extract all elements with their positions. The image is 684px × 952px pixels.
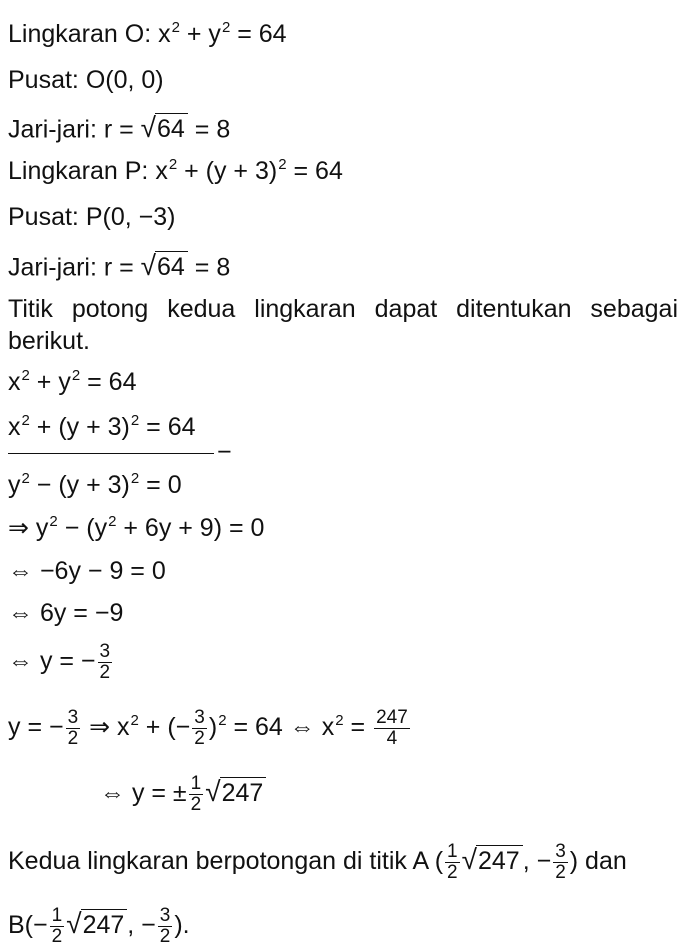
circle-o-radius: Jari-jari: r = √ 64 = 8 (8, 112, 231, 144)
minus-sign: − (217, 438, 232, 466)
step-simplify: ⇔ −6y − 9 = 0 (8, 557, 166, 585)
circle-p-radius: Jari-jari: r = √ 64 = 8 (8, 250, 231, 282)
fraction-3-2: $\frac{3}{2}$ (555, 841, 566, 883)
conclusion-line-1: Kedua lingkaran berpotongan di titik A ( $\frac{1}{2}$ √ 247 , − $\frac{3}{2}$ ) dan (8, 841, 627, 883)
step-expand: ⇒ $y^2 - (y^2 + 6y + 9) = 0$ (8, 513, 265, 542)
sqrt-64: √ 64 (141, 251, 188, 280)
sqrt-247: √ 247 (462, 845, 523, 874)
step-isolate: ⇔ 6y = −9 (8, 599, 124, 627)
equation-1: $x^2 + y^2 = 64$ (8, 367, 137, 396)
circle-o-center: Pusat: O(0, 0) (8, 66, 164, 94)
sqrt-247: √ 247 (205, 777, 266, 806)
fraction-247-4: $\frac{247}{4}$ (376, 707, 408, 749)
step-y-value: ⇔ y = − $\frac{3}{2}$ (8, 641, 111, 683)
sqrt-64: √ 64 (141, 113, 188, 142)
fraction-3-2: $\frac{3}{2}$ (99, 641, 111, 683)
equation-difference: $y^2 - (y + 3)^2 = 0$ (8, 470, 182, 499)
fraction-1-2: $\frac{1}{2}$ (190, 773, 202, 815)
fraction-3-2: $\frac{3}{2}$ (67, 707, 79, 749)
circle-p-equation: Lingkaran P: $x^2 + (y + 3)^2 = 64$ (8, 156, 343, 185)
step-solution: ⇔ y = ± $\frac{1}{2}$ √ 247 (100, 774, 266, 815)
fraction-1-2: $\frac{1}{2}$ (51, 905, 63, 947)
equation-2: $x^2 + (y + 3)^2 = 64$ (8, 412, 196, 441)
circle-p-center: Pusat: P(0, −3) (8, 203, 176, 231)
sqrt-247: √ 247 (66, 909, 127, 938)
paragraph-line-2: berikut. (8, 327, 90, 355)
circle-o-equation: Lingkaran O: $x^2 + y^2 = 64$ (8, 19, 287, 48)
step-substitute: y = − $\frac{3}{2}$ ⇒ $x^2$ + (− $\frac{3}{2}$ )$^2$ = 64 ⇔ $x^2$ = $\frac{247}{4}$ (8, 707, 408, 749)
fraction-3-2: $\frac{3}{2}$ (194, 707, 205, 749)
subtraction-rule (8, 453, 214, 454)
fraction-3-2: $\frac{3}{2}$ (159, 905, 171, 947)
paragraph-line-1: Titik potong kedua lingkaran dapat ditentukan sebagai (8, 295, 678, 323)
conclusion-line-2: B(− $\frac{1}{2}$ √ 247 , − $\frac{3}{2}$ ). (8, 905, 190, 947)
fraction-1-2: $\frac{1}{2}$ (447, 841, 458, 883)
